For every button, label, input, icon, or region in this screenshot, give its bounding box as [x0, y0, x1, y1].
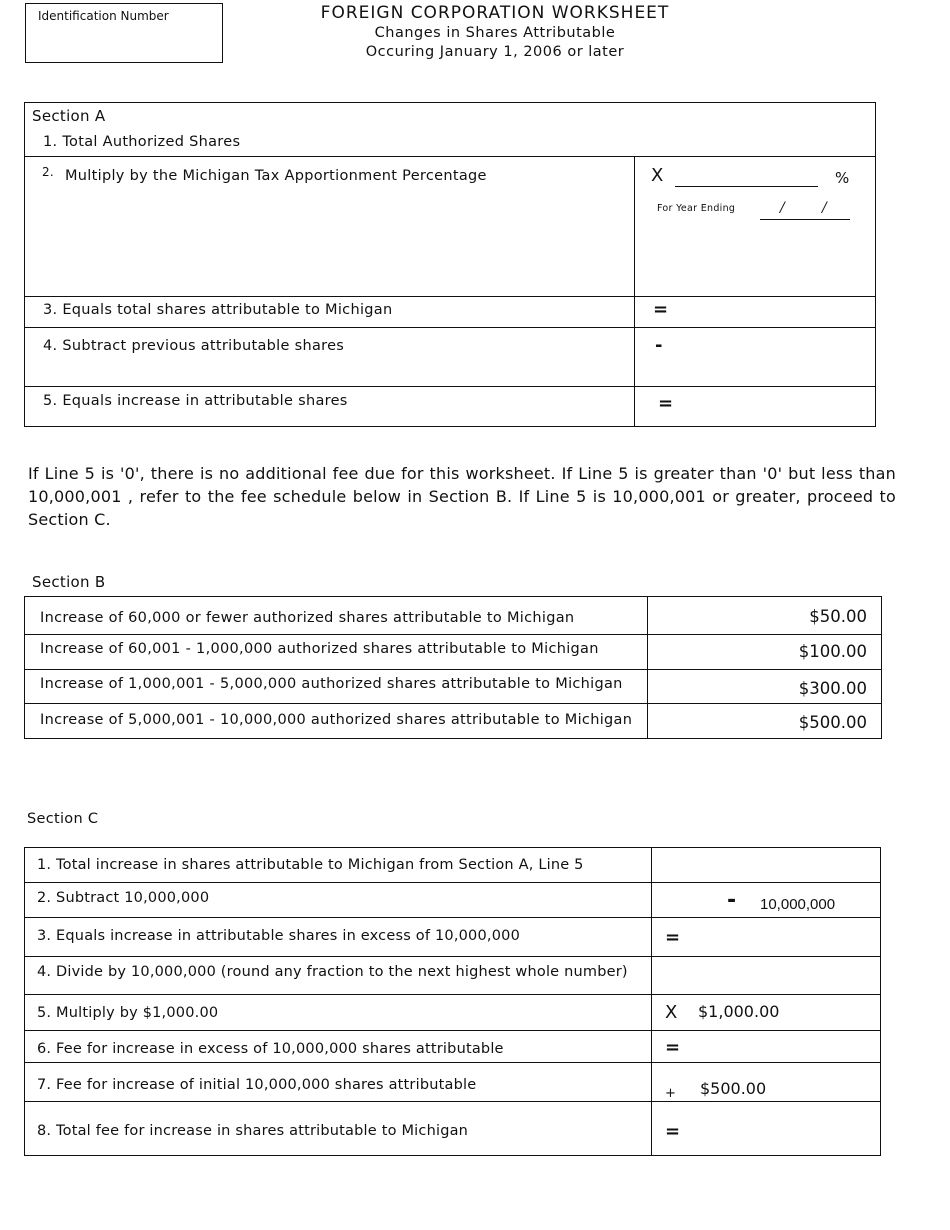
form-subtitle: Changes in Shares Attributable [374, 25, 616, 41]
apportionment-percentage-field[interactable] [675, 186, 818, 187]
section-c-title: Section C [27, 811, 99, 827]
section-a-line-4: 4. Subtract previous attributable shares [43, 338, 345, 354]
section-a-table [24, 102, 876, 427]
date-separator: / [780, 200, 786, 216]
section-b-fee-table [24, 596, 882, 739]
fee-schedule-row-amount: $500.00 [798, 713, 867, 732]
subtract-amount: 10,000,000 [760, 896, 836, 913]
equals-symbol: = [665, 927, 681, 948]
section-c-line-8: 8. Total fee for increase in shares attributable to Michigan [37, 1123, 469, 1139]
for-year-ending-label: For Year Ending [657, 203, 736, 214]
fee-schedule-row-amount: $100.00 [798, 642, 867, 661]
section-c-line-4: 4. Divide by 10,000,000 (round any fraction to the next highest whole number) [37, 964, 628, 980]
fee-schedule-row-label: Increase of 60,000 or fewer authorized shares attributable to Michigan [40, 610, 575, 626]
identification-number-box[interactable] [25, 3, 223, 63]
section-a-title: Section A [32, 107, 106, 125]
instructions-paragraph: If Line 5 is '0', there is no additional fee due for this worksheet. If Line 5 is greater than '0' but less than 10,000,001 , refer to the fee schedule below in Section B. If Line 5 is 10,000,001 or greater, proceed to Section C. [28, 464, 896, 529]
multiply-symbol: X [651, 165, 664, 186]
section-a-line-2: Multiply by the Michigan Tax Apportionment Percentage [65, 168, 487, 184]
form-subtitle-date: Occuring January 1, 2006 or later [365, 44, 625, 60]
section-b-title: Section B [32, 573, 106, 591]
section-a-line-2-number: 2. [42, 165, 55, 179]
plus-symbol: + [665, 1086, 676, 1101]
equals-symbol: = [665, 1037, 681, 1058]
equals-symbol: = [658, 393, 674, 414]
equals-symbol: = [665, 1121, 681, 1142]
fee-schedule-row-label: Increase of 60,001 - 1,000,000 authorized shares attributable to Michigan [40, 641, 599, 657]
section-a-line-5: 5. Equals increase in attributable shares [43, 393, 348, 409]
section-c-line-7: 7. Fee for increase of initial 10,000,000 shares attributable [37, 1077, 477, 1093]
minus-symbol: - [727, 888, 737, 913]
section-a-line-1: 1. Total Authorized Shares [43, 134, 241, 150]
section-c-line-6: 6. Fee for increase in excess of 10,000,000 shares attributable [37, 1041, 504, 1057]
fee-schedule-row-label: Increase of 5,000,001 - 10,000,000 authorized shares attributable to Michigan [40, 712, 633, 728]
identification-number-label: Identification Number [38, 9, 169, 23]
section-c-line-1: 1. Total increase in shares attributable to Michigan from Section A, Line 5 [37, 857, 584, 873]
fee-schedule-row-amount: $50.00 [809, 607, 867, 626]
date-separator: / [822, 200, 828, 216]
multiply-amount: $1,000.00 [698, 1002, 780, 1021]
year-ending-date-field[interactable] [760, 219, 850, 220]
section-c-line-5: 5. Multiply by $1,000.00 [37, 1005, 219, 1021]
percent-symbol: % [835, 169, 850, 187]
fee-schedule-row-label: Increase of 1,000,001 - 5,000,000 authorized shares attributable to Michigan [40, 676, 623, 692]
section-a-line-3: 3. Equals total shares attributable to Michigan [43, 302, 393, 318]
minus-symbol: - [655, 335, 663, 356]
section-c-line-3: 3. Equals increase in attributable shares in excess of 10,000,000 [37, 928, 520, 944]
section-c-line-2: 2. Subtract 10,000,000 [37, 890, 210, 906]
fee-schedule-row-amount: $300.00 [798, 679, 867, 698]
form-title: FOREIGN CORPORATION WORKSHEET [320, 3, 670, 23]
equals-symbol: = [653, 299, 669, 320]
section-c-table [24, 847, 881, 1156]
initial-fee-amount: $500.00 [700, 1079, 767, 1098]
multiply-symbol: X [665, 1002, 678, 1023]
